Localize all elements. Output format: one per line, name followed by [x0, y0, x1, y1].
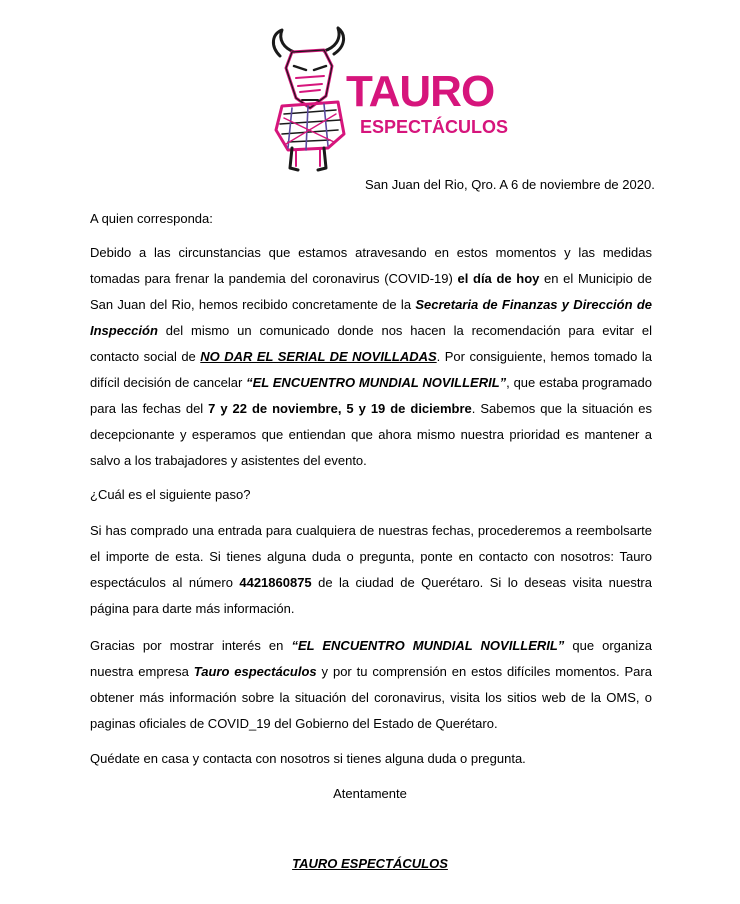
text-span: del mismo un comunicado donde nos hacen la recomendación para evitar el contacto social de: [90, 323, 652, 364]
brand-subtitle: ESPECTÁCULOS: [360, 117, 509, 137]
salutation: A quien corresponda:: [90, 211, 213, 226]
text-span: y por tu comprensión en estos difíciles momentos. Para obtener más información sobre la situación del coronavirus, visita los sitios web de la OMS, o paginas oficiales de COVID_19 del Gobierno del Estado de Querétaro.: [90, 664, 652, 731]
closing: Atentamente: [333, 786, 407, 801]
text-span: . Por consiguiente, hemos tomado la difícil decisión de cancelar: [90, 349, 652, 390]
text-span: en el Municipio de San Juan del Rio, hemos recibido concretamente de la: [90, 271, 652, 312]
text-span: . Sabemos que la situación es decepcionante y esperamos que entiendan que ahora mismo nuestra prioridad es mantener a salvo a los trabajadores y asistentes del evento.: [90, 401, 653, 468]
text-span: Si has comprado una entrada para cualquiera de nuestras fechas, procederemos a reembolsarte el importe de esta. Si tienes alguna duda o pregunta, ponte en contacto con nosotros: Tauro espectáculos al número: [90, 523, 652, 590]
dateline: San Juan del Rio, Qro. A 6 de noviembre de 2020.: [365, 177, 655, 192]
paragraph-thanks: [90, 633, 652, 737]
text-span: que organiza nuestra empresa: [90, 638, 652, 679]
next-step-question: ¿Cuál es el siguiente paso?: [90, 487, 251, 502]
bull-sketch-icon: [262, 26, 357, 176]
recommendation-emphasis: NO DAR EL SERIAL DE NOVILLADAS: [200, 349, 437, 364]
company-logo: [262, 26, 509, 176]
signature: TAURO ESPECTÁCULOS: [292, 856, 448, 871]
text-span: Gracias por mostrar interés en: [90, 638, 292, 653]
authority-name: Secretaria de Finanzas y Dirección de Inspección: [90, 297, 652, 338]
company-name: Tauro espectáculos: [193, 664, 317, 679]
paragraph-announcement: [90, 240, 652, 474]
text-span: Debido a las circunstancias que estamos atravesando en estos momentos y las medidas tomadas para frenar la pandemia del coronavirus (COVID-19): [90, 245, 652, 286]
paragraph-refund: [90, 518, 652, 622]
brand-name: TAURO: [346, 67, 495, 116]
phone-number: 4421860875: [239, 575, 312, 590]
bold-date-today: el día de hoy: [457, 271, 540, 286]
event-dates: 7 y 22 de noviembre, 5 y 19 de diciembre: [208, 401, 472, 416]
event-name: “EL ENCUENTRO MUNDIAL NOVILLERIL”: [246, 375, 507, 390]
event-name: “EL ENCUENTRO MUNDIAL NOVILLERIL”: [291, 638, 565, 653]
text-span: de la ciudad de Querétaro. Si lo deseas visita nuestra página para darte más información.: [90, 575, 652, 616]
paragraph-stay-home: Quédate en casa y contacta con nosotros si tienes alguna duda o pregunta.: [90, 751, 526, 766]
text-span: , que estaba programado para las fechas del: [90, 375, 652, 416]
